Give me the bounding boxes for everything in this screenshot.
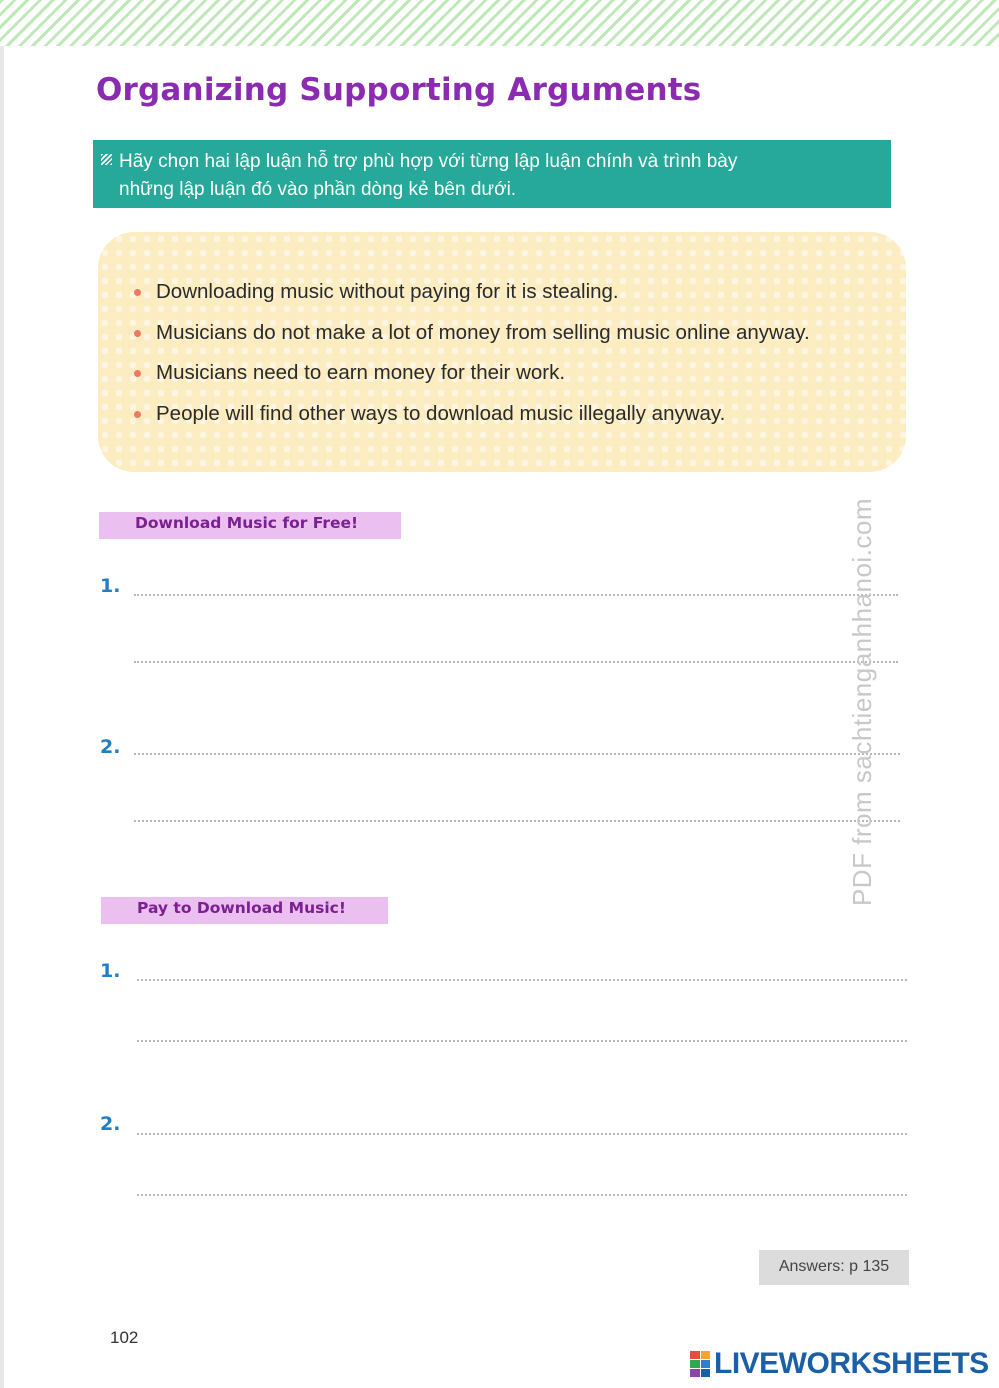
instruction-banner bbox=[93, 140, 891, 208]
hatch-icon bbox=[101, 154, 112, 165]
options-list bbox=[134, 280, 886, 442]
option-text: Musicians do not make a lot of money from selling music online anyway. bbox=[156, 320, 810, 344]
bullet-icon bbox=[134, 330, 141, 337]
answer-line-pay-1b[interactable] bbox=[137, 1040, 907, 1044]
option-text: Musicians need to earn money for their work. bbox=[156, 361, 566, 384]
answer-line-free-2b[interactable] bbox=[134, 820, 900, 824]
options-box bbox=[98, 232, 906, 472]
page-number: 102 bbox=[110, 1328, 139, 1347]
option-text: Downloading music without paying for it is stealing. bbox=[156, 280, 619, 303]
option-item bbox=[134, 361, 886, 402]
bullet-icon bbox=[134, 289, 141, 296]
bullet-icon bbox=[134, 411, 141, 418]
option-item bbox=[134, 280, 886, 321]
instruction-line-1: Hãy chọn hai lập luận hỗ trợ phù hợp với từng lập luận chính và trình bày bbox=[119, 151, 738, 172]
answer-line-pay-1a[interactable] bbox=[137, 979, 907, 983]
item-number: 2. bbox=[100, 1113, 121, 1135]
answer-line-pay-2b[interactable] bbox=[137, 1194, 907, 1198]
top-stripe-decoration bbox=[0, 0, 999, 46]
answer-line-free-2a[interactable] bbox=[134, 753, 900, 757]
page-title: Organizing Supporting Arguments bbox=[96, 72, 702, 108]
liveworksheets-wordmark: LIVEWORKSHEETS bbox=[714, 1347, 989, 1380]
answer-line-free-1a[interactable] bbox=[134, 594, 898, 598]
answers-reference: Answers: p 135 bbox=[759, 1250, 909, 1285]
liveworksheets-icon bbox=[690, 1351, 710, 1377]
item-number: 2. bbox=[100, 736, 121, 758]
section-heading-pay: Pay to Download Music! bbox=[101, 897, 388, 924]
bullet-icon bbox=[134, 370, 141, 377]
answer-line-free-1b[interactable] bbox=[134, 661, 898, 665]
watermark-text: PDF from sachtienganhhanoi.com bbox=[847, 497, 877, 907]
page-edge bbox=[0, 46, 4, 1388]
answer-line-pay-2a[interactable] bbox=[137, 1133, 907, 1137]
option-text: People will find other ways to download music illegally anyway. bbox=[156, 401, 726, 425]
item-number: 1. bbox=[100, 960, 121, 982]
option-item bbox=[134, 321, 886, 362]
option-item bbox=[134, 402, 886, 443]
item-number: 1. bbox=[100, 575, 121, 597]
instruction-line-2: những lập luận đó vào phần dòng kẻ bên dưới. bbox=[119, 179, 517, 200]
section-heading-free: Download Music for Free! bbox=[99, 512, 401, 539]
liveworksheets-logo bbox=[690, 1346, 989, 1382]
